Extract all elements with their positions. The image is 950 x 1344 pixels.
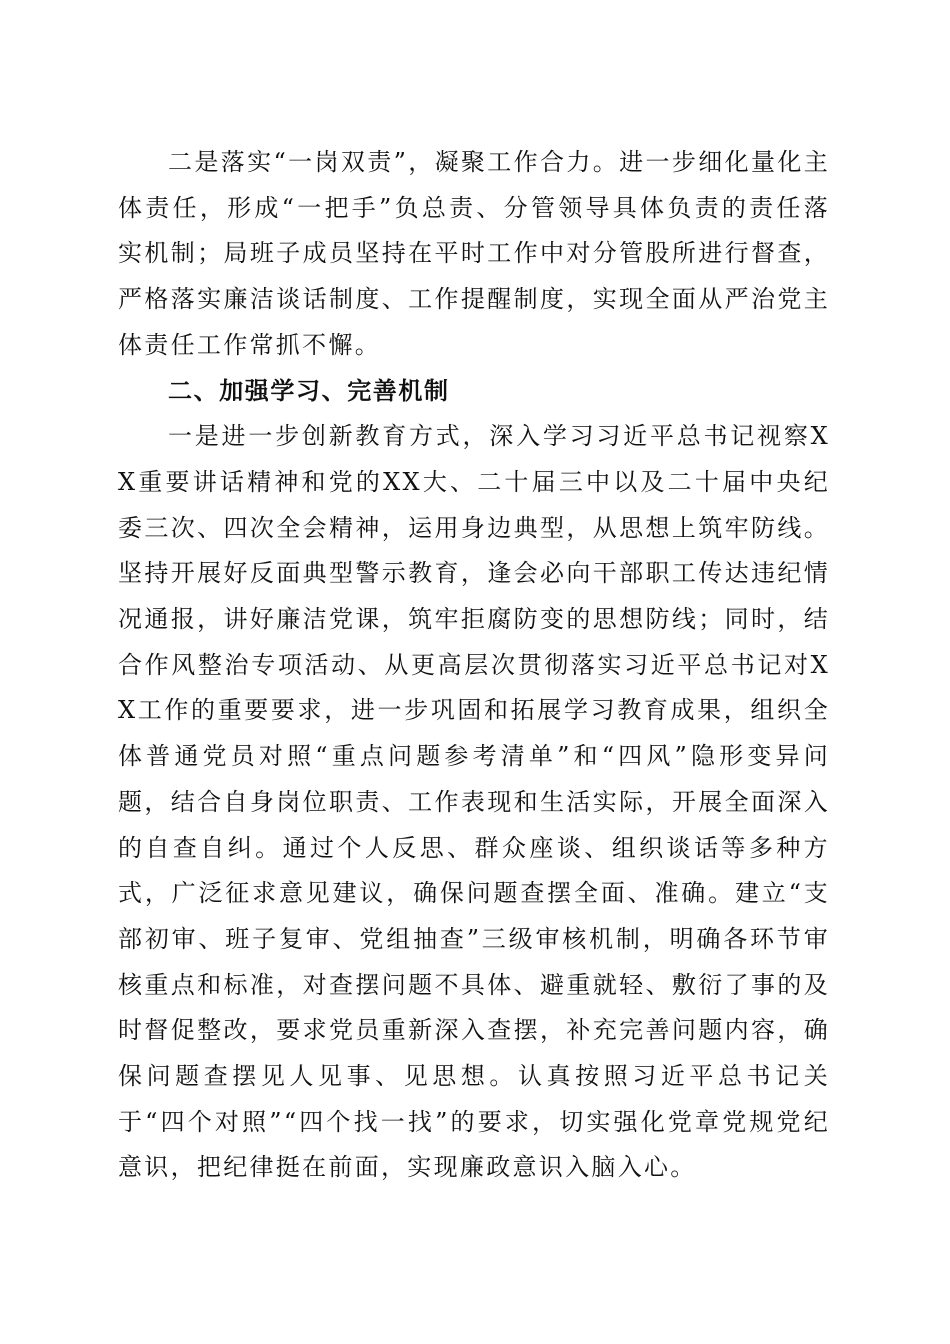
document-page xyxy=(118,140,830,1191)
paragraph-responsibility: 二是落实“一岗双责”，凝聚工作合力。进一步细化量化主体责任，形成“一把手”负总责、分管领导具体负责的责任落实机制；局班子成员坚持在平时工作中对分管股所进行督查，严格落实廉洁谈话制度、工作提醒制度，实现全面从严治党主体责任工作常抓不懈。 xyxy=(118,148,830,359)
paragraph-education: 一是进一步创新教育方式，深入学习习近平总书记视察XX重要讲话精神和党的XX大、二十届三中以及二十届中央纪委三次、四次全会精神，运用身边典型，从思想上筑牢防线。坚持开展好反面典型警示教育，逢会必向干部职工传达违纪情况通报，讲好廉洁党课，筑牢拒腐防变的思想防线；同时，结合作风整治专项活动、从更高层次贯彻落实习近平总书记对XX工作的重要要求，进一步巩固和拓展学习教育成果，组织全体普通党员对照“重点问题参考清单”和“四风”隐形变异问题，结合自身岗位职责、工作表现和生活实际，开展全面深入的自查自纠。通过个人反思、群众座谈、组织谈话等多种方式，广泛征求意见建议，确保问题查摆全面、准确。建立“支部初审、班子复审、党组抽查”三级审核机制，明确各环节审核重点和标准，对查摆问题不具体、避重就轻、敷衍了事的及时督促整改，要求党员重新深入查摆，补充完善问题内容，确保问题查摆见人见事、见思想。认真按照习近平总书记关于“四个对照”“四个找一找”的要求，切实强化党章党规党纪意识，把纪律挺在前面，实现廉政意识入脑入心。 xyxy=(118,422,830,1182)
section-heading: 二、加强学习、完善机制 xyxy=(168,376,450,405)
